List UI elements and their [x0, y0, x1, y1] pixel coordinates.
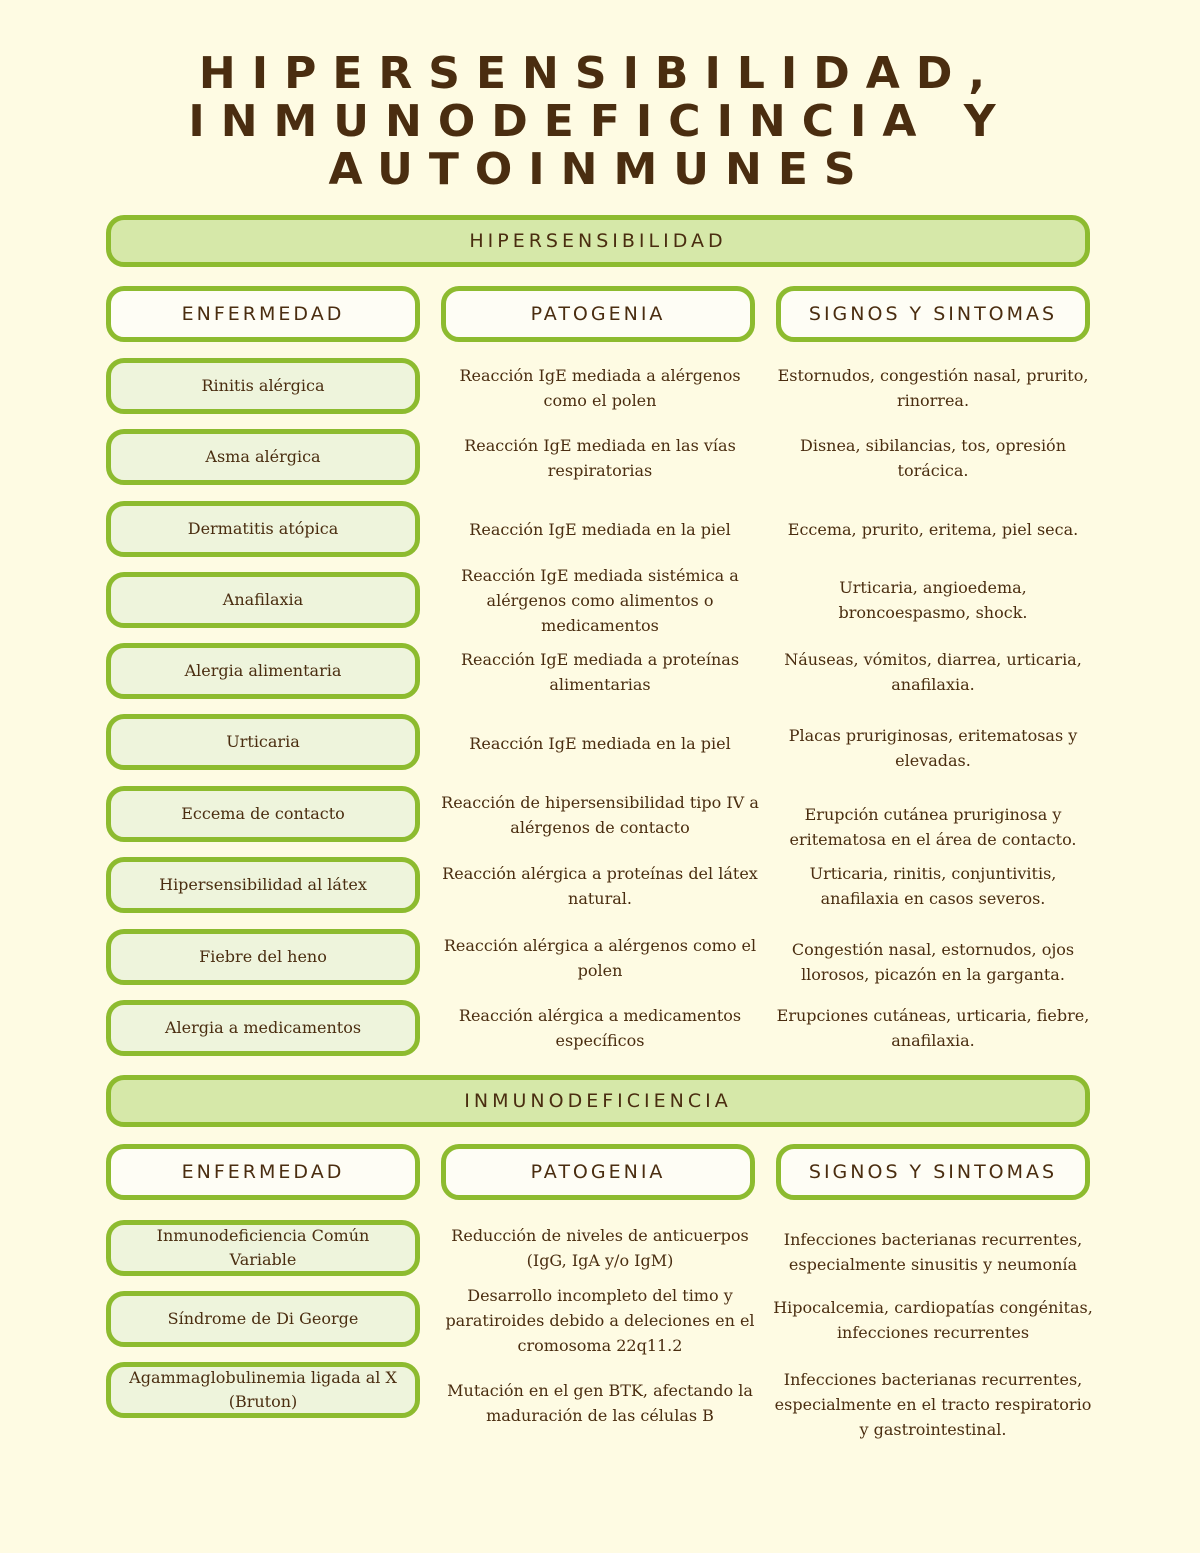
- section-inmunodeficiencia-heading: INMUNODEFICIENCIA: [106, 1075, 1090, 1127]
- disease-box: Alergia alimentaria: [106, 643, 420, 699]
- title-line-2: INMUNODEFICINCIA Y: [188, 96, 1012, 147]
- column-header-patogenia: PATOGENIA: [441, 286, 755, 342]
- disease-box: Hipersensibilidad al látex: [106, 857, 420, 913]
- disease-box: Síndrome de Di George: [106, 1291, 420, 1347]
- signos-text: Placas pruriginosas, eritematosas y elevadas.: [788, 726, 1078, 770]
- patogenia-text: Reacción IgE mediada sistémica a alérgenos como alimentos o medicamentos: [461, 565, 739, 635]
- signos-text: Hipocalcemia, cardiopatías congénitas, infecciones recurrentes: [773, 1298, 1093, 1342]
- section-hipersensibilidad-heading: HIPERSENSIBILIDAD: [106, 215, 1090, 267]
- column-header-patogenia: PATOGENIA: [441, 1144, 755, 1200]
- signos-text: Eccema, prurito, eritema, piel seca.: [787, 519, 1079, 539]
- column-header-enfermedad: ENFERMEDAD: [106, 286, 420, 342]
- disease-box: Fiebre del heno: [106, 929, 420, 985]
- signos-text: Erupción cutánea pruriginosa y eritematosa en el área de contacto.: [789, 805, 1077, 849]
- column-header-enfermedad: ENFERMEDAD: [106, 1144, 420, 1200]
- patogenia-text: Reacción IgE mediada a proteínas alimentarias: [460, 650, 740, 694]
- signos-text: Náuseas, vómitos, diarrea, urticaria, anafilaxia.: [784, 650, 1082, 694]
- disease-box: Anafilaxia: [106, 572, 420, 628]
- disease-box: Asma alérgica: [106, 429, 420, 485]
- signos-text: Infecciones bacterianas recurrentes, especialmente en el tracto respiratorio y gastrointestinal.: [774, 1369, 1092, 1439]
- title-line-1: HIPERSENSIBILIDAD,: [198, 48, 1002, 99]
- column-header-signos: SIGNOS Y SINTOMAS: [776, 286, 1090, 342]
- patogenia-text: Reacción alérgica a medicamentos específicos: [458, 1006, 742, 1050]
- patogenia-text: Reacción de hipersensibilidad tipo IV a alérgenos de contacto: [441, 793, 759, 837]
- signos-text: Erupciones cutáneas, urticaria, fiebre, anafilaxia.: [776, 1006, 1090, 1050]
- column-header-signos: SIGNOS Y SINTOMAS: [776, 1144, 1090, 1200]
- disease-box: Urticaria: [106, 714, 420, 770]
- patogenia-text: Desarrollo incompleto del timo y paratiroides debido a deleciones en el cromosoma 22q11.2: [445, 1285, 755, 1355]
- disease-box: Alergia a medicamentos: [106, 1000, 420, 1056]
- patogenia-text: Reacción IgE mediada en las vías respiratorias: [464, 436, 736, 480]
- patogenia-text: Reacción alérgica a alérgenos como el polen: [443, 936, 757, 980]
- signos-text: Urticaria, rinitis, conjuntivitis, anafilaxia en casos severos.: [809, 864, 1057, 908]
- title-line-3: AUTOINMUNES: [328, 144, 872, 195]
- patogenia-text: Mutación en el gen BTK, afectando la maduración de las células B: [447, 1381, 753, 1425]
- patogenia-text: Reacción IgE mediada en la piel: [469, 519, 731, 539]
- patogenia-text: Reacción IgE mediada a alérgenos como el polen: [459, 366, 741, 410]
- disease-box: Inmunodeficiencia Común Variable: [106, 1220, 420, 1276]
- disease-box: Eccema de contacto: [106, 786, 420, 842]
- disease-box: Dermatitis atópica: [106, 501, 420, 557]
- signos-text: Infecciones bacterianas recurrentes, especialmente sinusitis y neumonía: [783, 1230, 1083, 1274]
- patogenia-text: Reacción alérgica a proteínas del látex natural.: [442, 864, 758, 908]
- patogenia-text: Reacción IgE mediada en la piel: [469, 733, 731, 753]
- patogenia-text: Reducción de niveles de anticuerpos (IgG, IgA y/o IgM): [451, 1226, 749, 1270]
- disease-box: Agammaglobulinemia ligada al X (Bruton): [106, 1362, 420, 1418]
- signos-text: Urticaria, angioedema, broncoespasmo, shock.: [838, 578, 1028, 622]
- disease-box: Rinitis alérgica: [106, 358, 420, 414]
- signos-text: Estornudos, congestión nasal, prurito, rinorrea.: [777, 366, 1089, 410]
- signos-text: Disnea, sibilancias, tos, opresión torácica.: [800, 436, 1066, 480]
- page-title: [0, 50, 1200, 194]
- signos-text: Congestión nasal, estornudos, ojos llorosos, picazón en la garganta.: [791, 940, 1075, 984]
